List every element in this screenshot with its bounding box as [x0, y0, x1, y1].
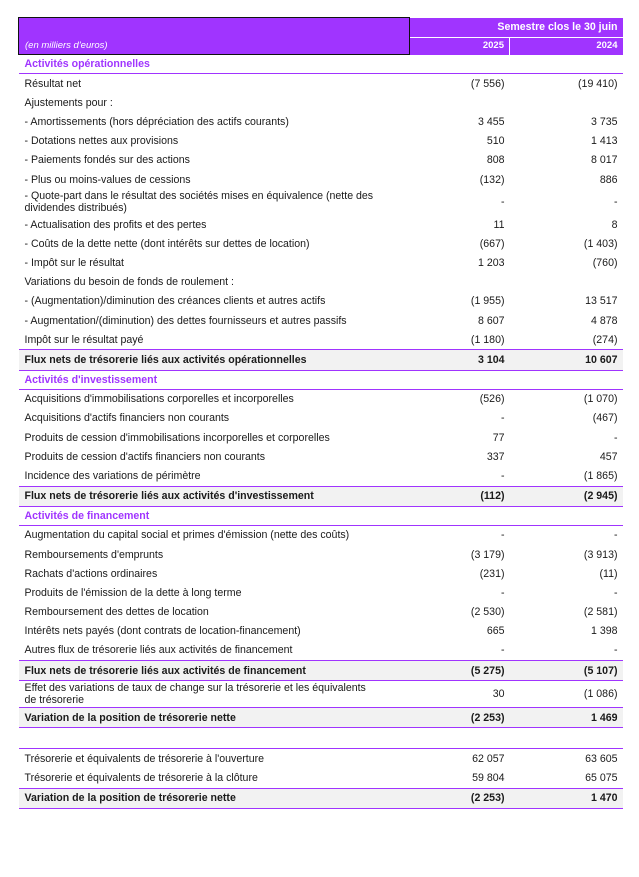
value-2025: (1 180) — [470, 333, 505, 346]
value-2024: - — [613, 196, 618, 209]
table-row — [19, 215, 623, 234]
table-row — [19, 151, 623, 170]
total-row-financing — [19, 661, 623, 681]
value-2024: 63 605 — [585, 753, 618, 766]
row-label: Résultat net — [24, 77, 82, 90]
total-2024: 1 469 — [510, 708, 623, 728]
value-2025: - — [500, 586, 505, 599]
value-2024: 886 — [599, 173, 618, 186]
value-2025: - — [500, 412, 505, 425]
value-2024: (11) — [599, 567, 618, 580]
value-2025: - — [500, 529, 505, 542]
section-operating — [19, 55, 623, 74]
value-2024: (467) — [592, 412, 618, 425]
section-financing — [19, 506, 623, 525]
table-row — [19, 564, 623, 583]
value-2025: 59 804 — [472, 772, 505, 785]
row-label: Trésorerie et équivalents de trésorerie à la clôture — [24, 772, 258, 785]
year-2025-header: 2025 — [410, 37, 510, 55]
table-row — [19, 132, 623, 151]
value-2025 — [410, 93, 510, 112]
total-row-operating — [19, 350, 623, 370]
section-title: Activités d'investissement — [19, 370, 623, 389]
net-change-row — [19, 708, 623, 728]
value-2025: (3 179) — [470, 548, 505, 561]
table-row — [19, 769, 623, 789]
value-2024: (2 581) — [583, 606, 618, 619]
table-row — [19, 93, 623, 112]
row-label: Trésorerie et équivalents de trésorerie à l'ouverture — [24, 753, 265, 766]
value-2024: 13 517 — [585, 295, 618, 308]
row-label: Variations du besoin de fonds de roulement : — [24, 276, 234, 289]
total-2025: (112) — [410, 486, 510, 506]
value-2024: - — [613, 644, 618, 657]
table-row — [19, 428, 623, 447]
value-2024: - — [613, 586, 618, 599]
units-label: (en milliers d'euros) — [19, 37, 410, 55]
header-row-period — [19, 18, 623, 38]
section-title: Activités opérationnelles — [19, 55, 623, 74]
value-2025: (526) — [479, 393, 505, 406]
row-label: Intérêts nets payés (dont contrats de location-financement) — [24, 625, 301, 638]
row-label: - Plus ou moins-values de cessions — [24, 173, 191, 186]
table-row — [19, 74, 623, 94]
row-label: - Dotations nettes aux provisions — [24, 135, 179, 148]
row-label: - Actualisation des profits et des pertes — [24, 218, 207, 231]
period-label: Semestre clos le 30 juin — [410, 18, 623, 38]
value-2024: - — [613, 431, 618, 444]
value-2024: (1 865) — [583, 469, 618, 482]
total-2024: (2 945) — [510, 486, 623, 506]
total-2025: (2 253) — [410, 788, 510, 808]
table-row — [19, 466, 623, 486]
row-label: Produits de cession d'immobilisations incorporelles et corporelles — [24, 431, 330, 444]
cash-flow-table — [18, 17, 623, 809]
table-row — [19, 545, 623, 564]
total-2024: (5 107) — [510, 661, 623, 681]
table-row — [19, 170, 623, 189]
row-label: Remboursements d'emprunts — [24, 548, 164, 561]
row-label: Acquisitions d'immobilisations corporelles et incorporelles — [24, 393, 294, 406]
total-2025: (2 253) — [410, 708, 510, 728]
row-label: Incidence des variations de périmètre — [24, 469, 201, 482]
row-label: - Amortissements (hors dépréciation des actifs courants) — [24, 115, 289, 128]
header-blank-cell — [19, 18, 410, 38]
row-label: Acquisitions d'actifs financiers non courants — [24, 412, 230, 425]
value-2024: (19 410) — [578, 77, 618, 90]
table-row — [19, 112, 623, 131]
table-row — [19, 525, 623, 545]
value-2025: 337 — [486, 450, 505, 463]
value-2025 — [410, 273, 510, 292]
total-label: Flux nets de trésorerie liés aux activités d'investissement — [19, 486, 410, 506]
row-label: Effet des variations de taux de change sur la trésorerie et les équivalents de trésorerie — [24, 682, 366, 707]
total-label: Variation de la position de trésorerie nette — [19, 708, 410, 728]
value-2025: 808 — [486, 154, 505, 167]
row-label: - Augmentation/(diminution) des dettes fournisseurs et autres passifs — [24, 314, 347, 327]
net-change-row-reconciliation — [19, 788, 623, 808]
total-label: Flux nets de trésorerie liés aux activités de financement — [19, 661, 410, 681]
value-2025: (2 530) — [470, 606, 505, 619]
total-2024: 10 607 — [510, 350, 623, 370]
value-2024 — [510, 273, 623, 292]
value-2024: 8 — [611, 218, 618, 231]
value-2025: 3 455 — [477, 115, 505, 128]
value-2024: 457 — [599, 450, 618, 463]
row-label: Augmentation du capital social et primes d'émission (nette des coûts) — [24, 529, 350, 542]
value-2025: (132) — [479, 173, 505, 186]
value-2025: - — [500, 196, 505, 209]
table-row — [19, 234, 623, 253]
header-row-years — [19, 37, 623, 55]
value-2025: 665 — [486, 625, 505, 638]
table-row — [19, 389, 623, 409]
table-row — [19, 189, 623, 215]
total-label: Flux nets de trésorerie liés aux activités opérationnelles — [19, 350, 410, 370]
value-2024: - — [613, 529, 618, 542]
value-2024: (1 070) — [583, 393, 618, 406]
table-row — [19, 330, 623, 350]
row-label: - Paiements fondés sur des actions — [24, 154, 190, 167]
row-label: Remboursement des dettes de location — [24, 606, 209, 619]
row-label: Autres flux de trésorerie liés aux activités de financement — [24, 644, 293, 657]
table-row — [19, 749, 623, 769]
table-row — [19, 273, 623, 292]
value-2025: 77 — [492, 431, 505, 444]
value-2025: 1 203 — [477, 257, 505, 270]
row-label: - Impôt sur le résultat — [24, 257, 124, 270]
total-2025: 3 104 — [410, 350, 510, 370]
year-2024-header: 2024 — [510, 37, 623, 55]
table-row — [19, 311, 623, 330]
row-label: Rachats d'actions ordinaires — [24, 567, 158, 580]
value-2024: (760) — [592, 257, 618, 270]
row-label: - Quote-part dans le résultat des sociétés mises en équivalence (nette des dividendes distribués) — [24, 190, 374, 215]
table-row — [19, 292, 623, 311]
value-2024: (1 403) — [583, 237, 618, 250]
row-label: Ajustements pour : — [24, 96, 113, 109]
table-row — [19, 254, 623, 273]
value-2025: 30 — [492, 688, 505, 701]
row-label: - Coûts de la dette nette (dont intérêts sur dettes de location) — [24, 237, 310, 250]
section-title: Activités de financement — [19, 506, 623, 525]
row-label: Produits de l'émission de la dette à long terme — [24, 586, 242, 599]
value-2024: 1 413 — [590, 135, 618, 148]
value-2025: (7 556) — [470, 77, 505, 90]
value-2024: (1 086) — [583, 688, 618, 701]
total-2025: (5 275) — [410, 661, 510, 681]
value-2024: 8 017 — [590, 154, 618, 167]
total-2024: 1 470 — [510, 788, 623, 808]
total-row-investing — [19, 486, 623, 506]
table-row — [19, 622, 623, 641]
spacer-cell — [19, 728, 623, 749]
table-row — [19, 583, 623, 602]
row-label: Impôt sur le résultat payé — [24, 333, 144, 346]
value-2024: 65 075 — [585, 772, 618, 785]
fx-effect-row — [19, 681, 623, 708]
value-2025: - — [500, 469, 505, 482]
value-2025: 11 — [493, 218, 505, 231]
value-2025: 62 057 — [472, 753, 505, 766]
value-2025: - — [500, 644, 505, 657]
value-2025: (231) — [479, 567, 505, 580]
section-investing — [19, 370, 623, 389]
value-2025: (667) — [479, 237, 505, 250]
value-2025: 510 — [486, 135, 505, 148]
table-row — [19, 603, 623, 622]
table-row — [19, 447, 623, 466]
row-label: - (Augmentation)/diminution des créances clients et autres actifs — [24, 295, 326, 308]
value-2024: 4 878 — [590, 314, 618, 327]
table-row — [19, 641, 623, 661]
value-2024: 1 398 — [590, 625, 618, 638]
value-2025: (1 955) — [470, 295, 505, 308]
table-row — [19, 409, 623, 428]
value-2025: 8 607 — [477, 314, 505, 327]
spacer-row — [19, 728, 623, 749]
total-label: Variation de la position de trésorerie nette — [19, 788, 410, 808]
value-2024 — [510, 93, 623, 112]
value-2024: (3 913) — [583, 548, 618, 561]
value-2024: (274) — [592, 333, 618, 346]
row-label: Produits de cession d'actifs financiers non courants — [24, 450, 266, 463]
value-2024: 3 735 — [590, 115, 618, 128]
